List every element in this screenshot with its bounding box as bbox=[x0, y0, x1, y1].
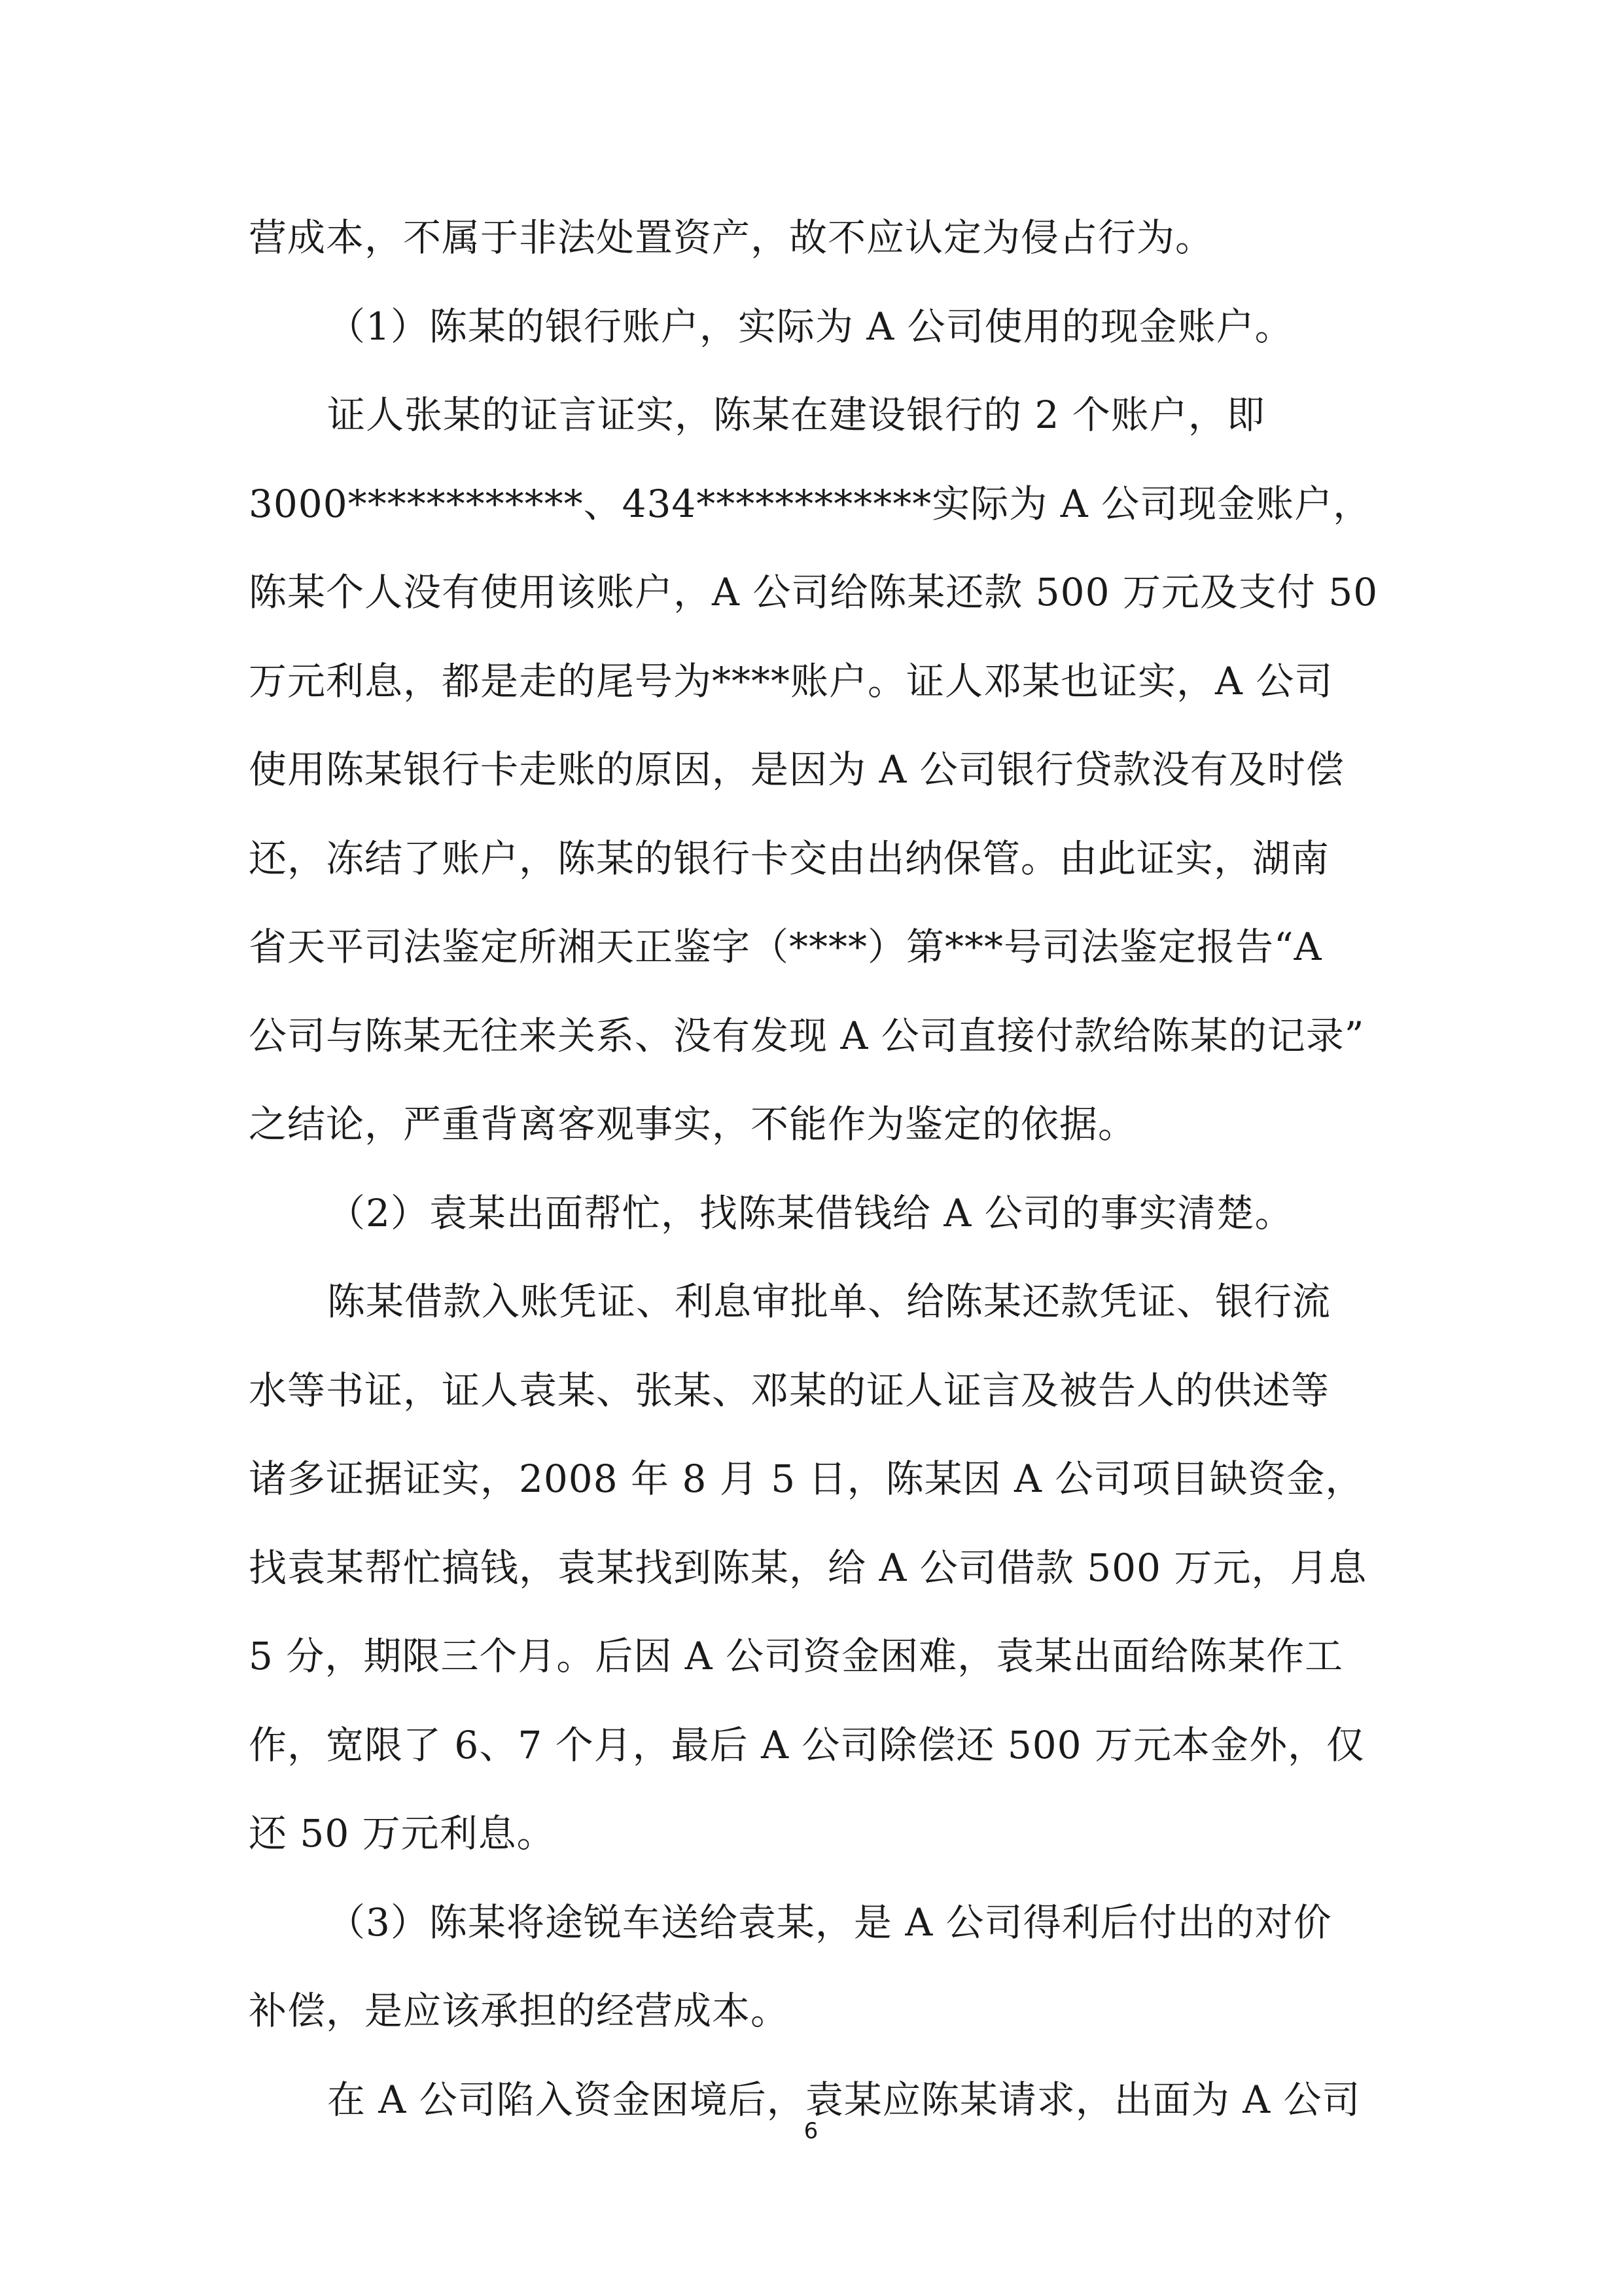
text-line: 还，冻结了账户，陈某的银行卡交由出纳保管。由此证实，湖南 bbox=[249, 836, 1330, 881]
text-line: 公司与陈某无往来关系、没有发现 A 公司直接付款给陈某的记录” bbox=[249, 1014, 1365, 1058]
text-line: （1）陈某的银行账户，实际为 A 公司使用的现金账户。 bbox=[327, 304, 1294, 349]
text-line: （3）陈某将途锐车送给袁某，是 A 公司得利后付出的对价 bbox=[327, 1900, 1332, 1945]
text-line: 水等书证，证人袁某、张某、邓某的证人证言及被告人的供述等 bbox=[249, 1368, 1330, 1413]
text-line: 3000************、434************实际为 A 公司现金账户， bbox=[249, 482, 1372, 526]
text-line: 证人张某的证言证实，陈某在建设银行的 2 个账户，即 bbox=[327, 393, 1265, 437]
text-line: 找袁某帮忙搞钱，袁某找到陈某，给 A 公司借款 500 万元，月息 bbox=[249, 1545, 1367, 1590]
text-line: 作，宽限了 6、7 个月，最后 A 公司除偿还 500 万元本金外，仅 bbox=[249, 1723, 1366, 1767]
text-line: 陈某借款入账凭证、利息审批单、给陈某还款凭证、银行流 bbox=[327, 1279, 1331, 1324]
text-line: 还 50 万元利息。 bbox=[249, 1811, 555, 1856]
text-line: 使用陈某银行卡走账的原因，是因为 A 公司银行贷款没有及时偿 bbox=[249, 747, 1345, 792]
text-line: 补偿，是应该承担的经营成本。 bbox=[249, 1988, 790, 2033]
text-line: 5 分，期限三个月。后因 A 公司资金困难，袁某出面给陈某作工 bbox=[249, 1634, 1344, 1678]
text-line: 营成本，不属于非法处置资产，故不应认定为侵占行为。 bbox=[249, 215, 1214, 260]
text-line: 诸多证据证实，2008 年 8 月 5 日，陈某因 A 公司项目缺资金， bbox=[249, 1457, 1364, 1501]
text-line: 在 A 公司陷入资金困境后，袁某应陈某请求，出面为 A 公司 bbox=[327, 2077, 1361, 2122]
text-line: （2）袁某出面帮忙，找陈某借钱给 A 公司的事实清楚。 bbox=[327, 1191, 1294, 1235]
text-line: 万元利息，都是走的尾号为****账户。证人邓某也证实，A 公司 bbox=[249, 659, 1333, 703]
text-line: 之结论，严重背离客观事实，不能作为鉴定的依据。 bbox=[249, 1102, 1137, 1146]
text-line: 陈某个人没有使用该账户，A 公司给陈某还款 500 万元及支付 50 bbox=[249, 570, 1379, 614]
page-number: 6 bbox=[803, 2118, 819, 2144]
text-line: 省天平司法鉴定所湘天正鉴字（****）第***号司法鉴定报告“A bbox=[249, 925, 1322, 969]
